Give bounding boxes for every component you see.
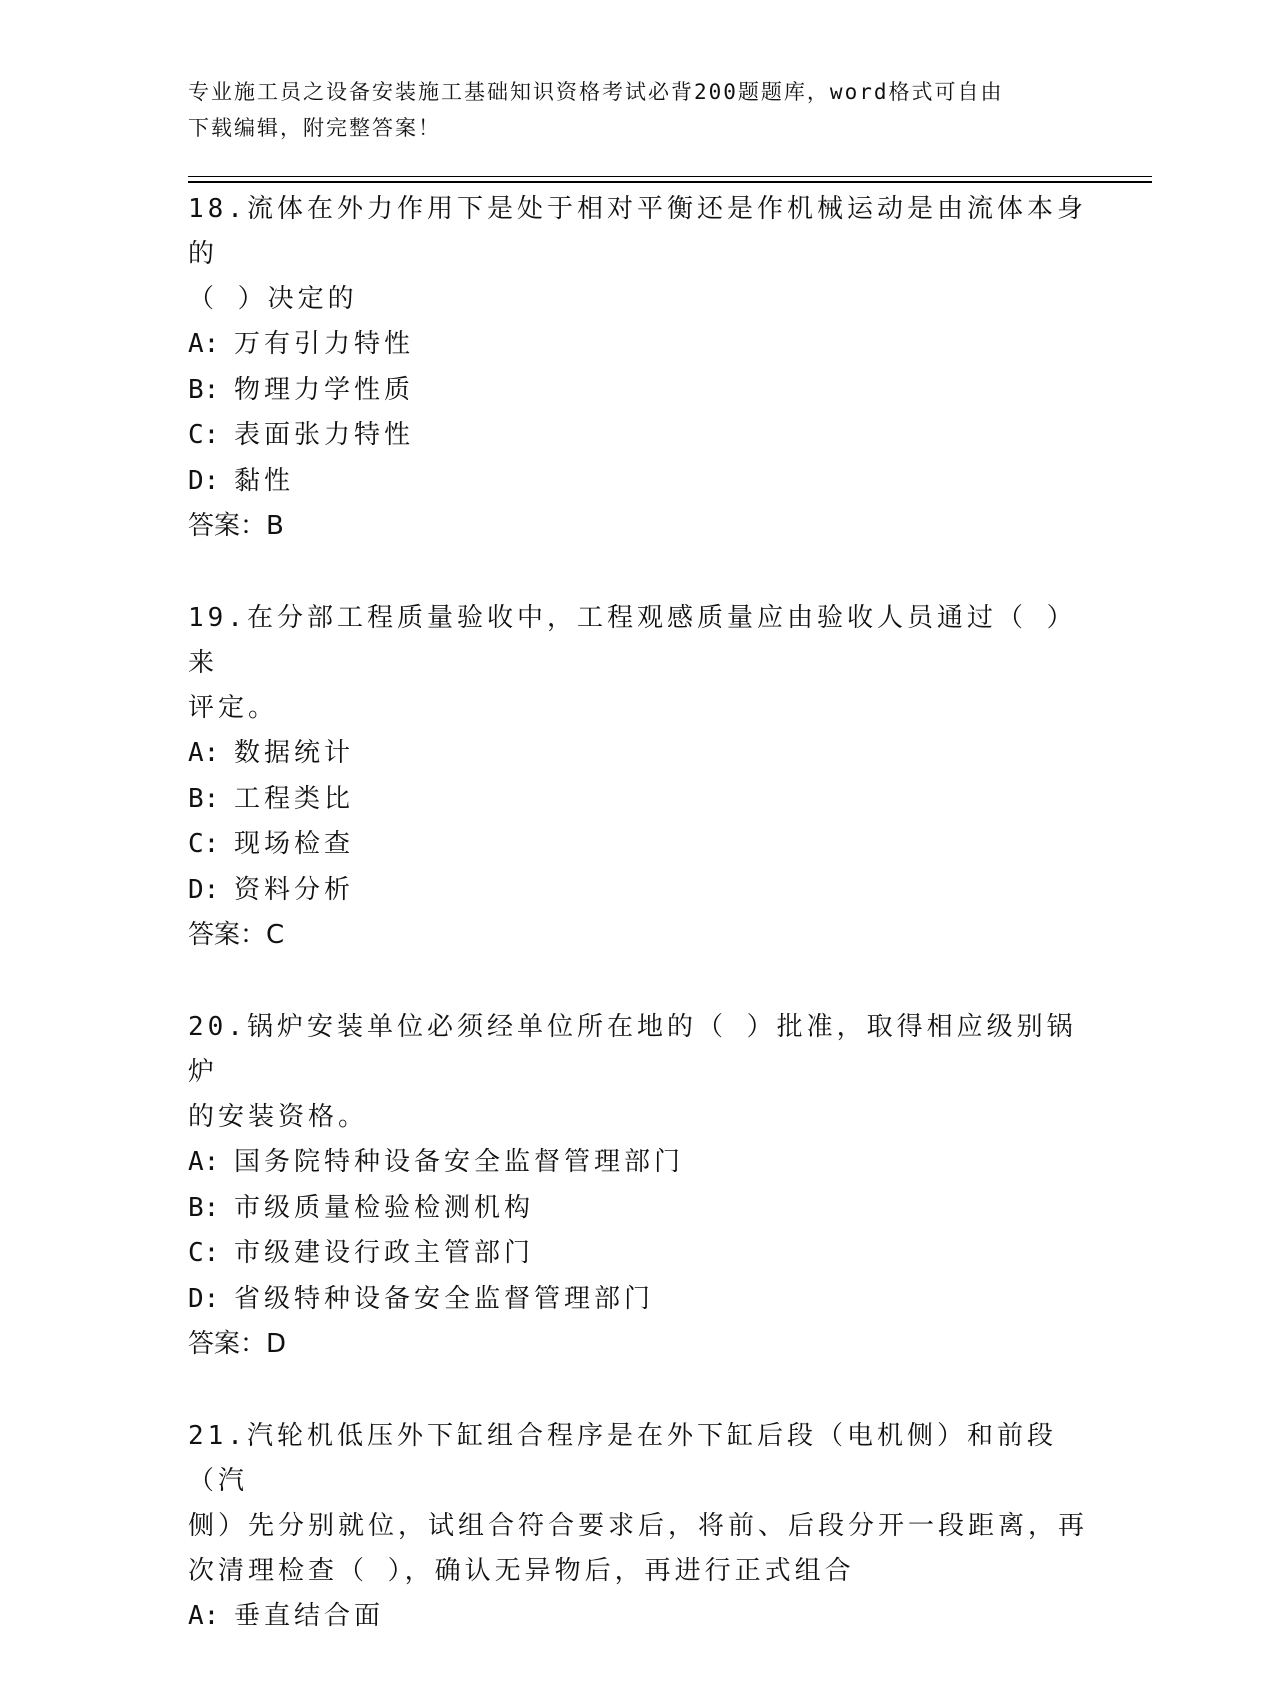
question-text xyxy=(188,1005,1088,1140)
option-c xyxy=(188,413,1088,459)
option-letter: A: xyxy=(188,329,220,359)
option-text: 工程类比 xyxy=(234,783,355,814)
option-letter: B: xyxy=(188,783,220,814)
question-line: 的安装资格。 xyxy=(188,1102,369,1132)
option-a xyxy=(188,1140,1088,1186)
answer-text: 答案：D xyxy=(188,1329,287,1359)
option-c xyxy=(188,1231,1088,1277)
option-text: 垂直结合面 xyxy=(234,1601,385,1631)
header-line-2: 下载编辑，附完整答案！ xyxy=(188,116,441,140)
option-letter: A: xyxy=(188,1147,220,1177)
question-item xyxy=(188,1414,1088,1640)
answer-text: 答案：B xyxy=(188,511,284,541)
header-divider-thin xyxy=(188,176,1152,177)
question-line: 次清理检查（ ），确认无异物后，再进行正式组合 xyxy=(188,1556,855,1586)
option-text: 市级建设行政主管部门 xyxy=(234,1238,535,1268)
header-line-1: 专业施工员之设备安装施工基础知识资格考试必背200题题库，word格式可自由 xyxy=(188,80,1004,104)
header-divider-thick xyxy=(188,181,1152,183)
option-b xyxy=(188,777,1088,823)
option-a xyxy=(188,322,1088,368)
option-a xyxy=(188,731,1088,777)
option-text: 市级质量检验检测机构 xyxy=(234,1192,535,1223)
option-text: 现场检查 xyxy=(234,829,355,859)
option-d xyxy=(188,1277,1088,1323)
option-letter: C: xyxy=(188,829,220,859)
option-text: 省级特种设备安全监督管理部门 xyxy=(234,1283,655,1314)
question-line: 21.汽轮机低压外下缸组合程序是在外下缸后段（电机侧）和前段（汽 xyxy=(188,1421,1057,1496)
question-item xyxy=(188,596,1088,958)
answer-text: 答案：C xyxy=(188,920,285,950)
question-text xyxy=(188,187,1088,322)
document-header xyxy=(188,74,1088,146)
question-item xyxy=(188,1005,1088,1367)
option-a xyxy=(188,1594,1088,1640)
option-letter: B: xyxy=(188,1192,220,1223)
question-text xyxy=(188,596,1088,731)
option-d xyxy=(188,459,1088,505)
question-line: （ ）决定的 xyxy=(188,284,358,314)
question-line: 评定。 xyxy=(188,693,279,723)
option-letter: D: xyxy=(188,874,220,905)
option-list xyxy=(188,322,1088,504)
option-letter: A: xyxy=(188,738,220,768)
question-text xyxy=(188,1414,1088,1594)
option-letter: B: xyxy=(188,374,220,405)
option-text: 资料分析 xyxy=(234,874,355,905)
option-text: 国务院特种设备安全监督管理部门 xyxy=(234,1147,685,1177)
option-d xyxy=(188,868,1088,914)
question-line: 19.在分部工程质量验收中，工程观感质量应由验收人员通过（ ）来 xyxy=(188,603,1077,678)
option-letter: D: xyxy=(188,1283,220,1314)
option-letter: A: xyxy=(188,1601,220,1631)
question-list xyxy=(188,187,1088,1687)
option-letter: D: xyxy=(188,465,220,496)
question-line: 18.流体在外力作用下是处于相对平衡还是作机械运动是由流体本身的 xyxy=(188,194,1087,269)
option-c xyxy=(188,822,1088,868)
option-list xyxy=(188,1594,1088,1640)
question-line: 20.锅炉安装单位必须经单位所在地的（ ）批准，取得相应级别锅炉 xyxy=(188,1012,1077,1087)
option-letter: C: xyxy=(188,1238,220,1268)
option-text: 数据统计 xyxy=(234,738,355,768)
option-list xyxy=(188,1140,1088,1322)
option-b xyxy=(188,1186,1088,1232)
option-letter: C: xyxy=(188,420,220,450)
option-text: 表面张力特性 xyxy=(234,420,415,450)
option-text: 黏性 xyxy=(234,465,295,496)
option-text: 万有引力特性 xyxy=(234,329,415,359)
question-item xyxy=(188,187,1088,549)
question-line: 侧）先分别就位，试组合符合要求后，将前、后段分开一段距离，再 xyxy=(188,1511,1089,1541)
option-list xyxy=(188,731,1088,913)
option-b xyxy=(188,368,1088,414)
option-text: 物理力学性质 xyxy=(234,374,415,405)
